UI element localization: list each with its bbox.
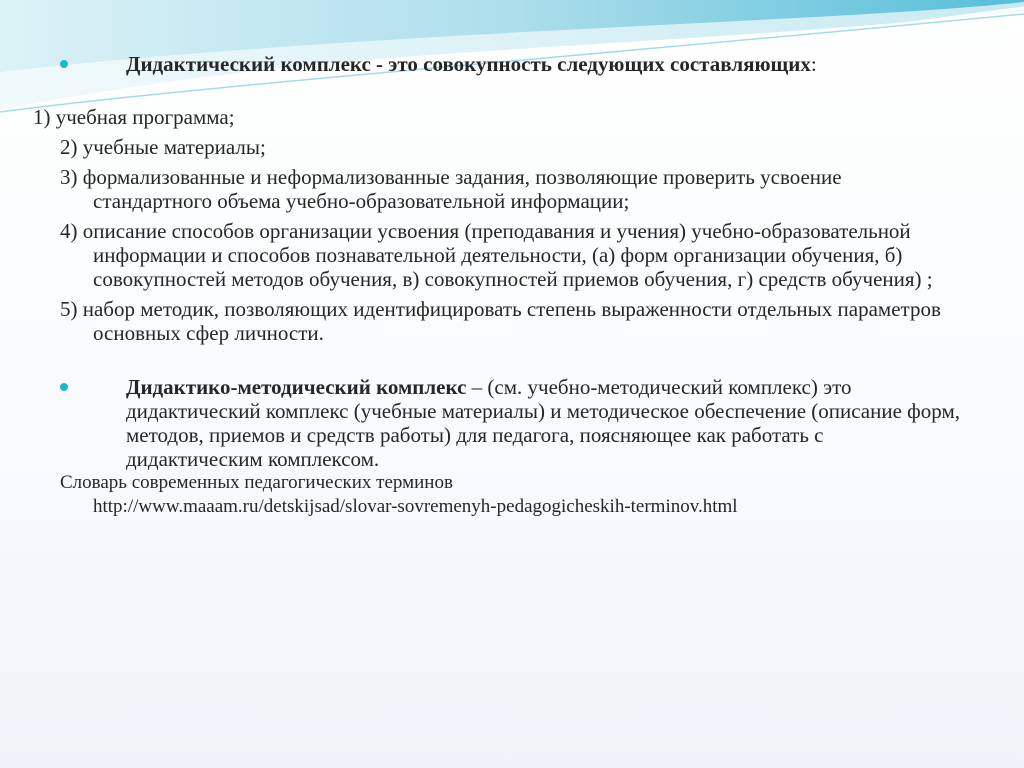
definition-text: – (см. учебно-методический комплекс) это дидактический комплекс (учебные материалы) и методическое обеспечение (описание форм, методов, приемов и средств работы) для педагога, поясняющее как работать с дидактическим комплексом. [126, 375, 961, 471]
bullet-definition-didactic-methodical-complex [60, 375, 960, 471]
definition-tail: : [810, 52, 817, 76]
reference-title: Словарь современных педагогических терминов [60, 472, 453, 493]
list-item-1: 1) учебная программа; [33, 105, 235, 129]
bullet-dot-icon [60, 383, 68, 391]
bullet-definition-didactic-complex [60, 52, 960, 76]
term-didactic-methodical-complex: Дидактико-методический комплекс [126, 375, 467, 399]
term-didactic-complex: Дидактический комплекс - это совокупность следующих составляющих [126, 52, 811, 76]
reference-citation [60, 471, 960, 519]
slide-content [33, 52, 961, 519]
list-item-2: 2) учебные материалы; [60, 135, 266, 159]
bullet-dot-icon [60, 60, 68, 68]
reference-url[interactable]: http://www.maaam.ru/detskijsad/slovar-sovremenyh-pedagogicheskih-terminov.html [93, 496, 738, 517]
list-item-5: 5) набор методик, позволяющих идентифицировать степень выраженности отдельных параметров основных сфер личности. [60, 297, 941, 345]
list-item-4: 4) описание способов организации усвоения (преподавания и учения) учебно-образовательной информации и способов познавательной деятельности, (а) форм организации обучения, б) совокупностей методов обучения, в) совокупностей приемов обучения, г) средств обучения) ; [60, 219, 933, 291]
list-item-3: 3) формализованные и неформализованные задания, позволяющие проверить усвоение стандартного объема учебно-образовательной информации; [60, 165, 842, 213]
